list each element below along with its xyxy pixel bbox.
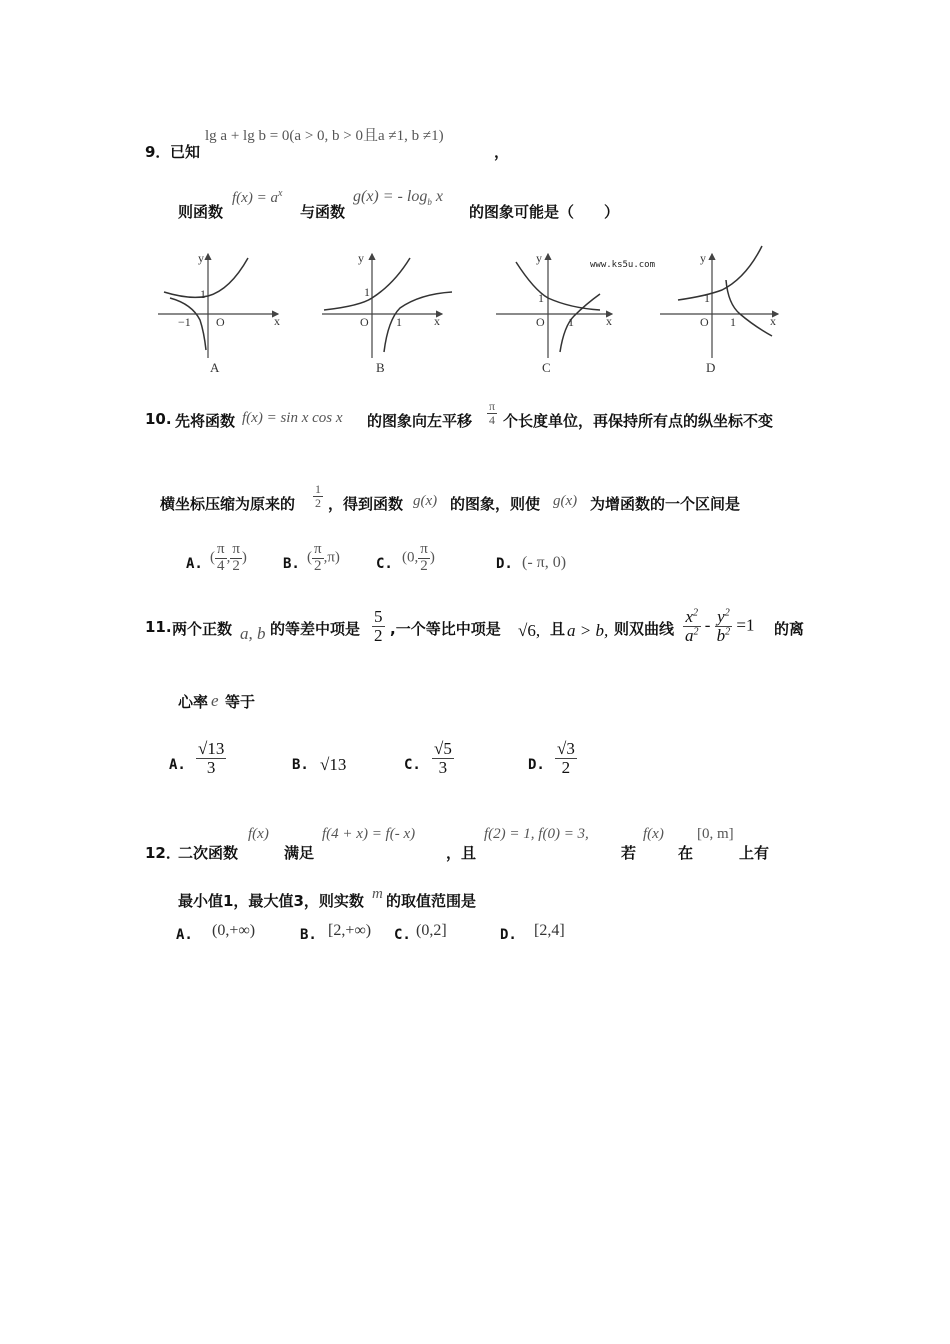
q9-graphs [150, 240, 790, 380]
q10-option-b: ( $\frac{\pi}{2}$ ,π) [307, 541, 340, 574]
q12-option-c-label: C. [394, 927, 411, 943]
q12-option-d-label: D. [500, 927, 517, 943]
graph-c-origin: O [536, 315, 545, 329]
graph-a-y: y [198, 251, 204, 265]
q9-number: 9． [145, 143, 171, 161]
q10-gx2: g(x) [553, 493, 578, 509]
q11-line2-a: 心率 [178, 693, 209, 711]
q12-fx: f(x) [248, 826, 269, 842]
graph-b-origin: O [360, 315, 369, 329]
graph-d-one: 1 [704, 291, 710, 305]
q12-text-b: 满足 [284, 844, 315, 862]
graph-b-one-x: 1 [396, 315, 402, 329]
q10-fx: f(x) = sin x cos x [242, 410, 343, 426]
graph-c-one-x: 1 [568, 315, 574, 329]
q11-option-d: $\frac{√3}{2}$ [557, 739, 575, 777]
q12-option-c: (0,2] [416, 922, 447, 939]
q12-option-a-label: A. [176, 927, 193, 943]
q12-option-a: (0,+∞) [212, 922, 256, 939]
q12-text-d: 若 [621, 844, 637, 862]
q11-number: 11. [145, 618, 172, 636]
q12-line2-b: 的取值范围是 [386, 892, 477, 910]
q11-text-e: 则双曲线 [614, 620, 675, 638]
q10-line2-a: 横坐标压缩为原来的 [160, 495, 296, 513]
q11-line2-b: 等于 [225, 693, 256, 711]
q10-line2-c: 的图象，则使 [450, 495, 541, 513]
q12-text-e: 在 [678, 844, 694, 862]
graph-c-y: y [536, 251, 542, 265]
graph-b [322, 251, 452, 375]
watermark: www.ks5u.com [590, 260, 656, 270]
graph-d-origin: O [700, 315, 709, 329]
q10-option-c: (0, $\frac{\pi}{2}$ ) [402, 541, 435, 574]
q10-number: 10. [145, 410, 172, 428]
q10-option-d-label: D. [496, 556, 513, 572]
q10-text-c: 个长度单位，再保持所有点的纵坐标不变 [503, 412, 774, 430]
q9-fx: $f(x) = a^x$ [232, 188, 283, 206]
q9-lead: 已知 [170, 143, 201, 161]
q12-number: 12． [145, 844, 181, 862]
q11-text-c: ,一个等比中项是 [390, 620, 501, 638]
q10-option-c-label: C. [376, 556, 393, 572]
q11-cond: a > b, [567, 621, 609, 640]
graph-c-caption: C [542, 360, 551, 375]
q11-text-b: 的等差中项是 [270, 620, 361, 638]
q9-text-a: 则函数 [178, 203, 224, 221]
graph-b-y: y [358, 251, 364, 265]
q12-option-b: [2,+∞) [328, 922, 372, 939]
graph-c-one: 1 [538, 291, 544, 305]
q9-text-b: 与函数 [300, 203, 346, 221]
q11-hyperbola: $\frac{x^2}{a^2}$ - $\frac{y^2}{b^2}$ =1 [685, 607, 755, 645]
graph-d-one-x: 1 [730, 315, 736, 329]
q10-line2-d: 为增函数的一个区间是 [590, 495, 741, 513]
graph-a-caption: A [210, 360, 220, 375]
graph-a-origin: O [216, 315, 225, 329]
q12-text-c: ，且 [446, 844, 477, 862]
q9-gx: g(x) = - $\log_b x$ [353, 188, 443, 208]
q9-condition: lg a + lg b = 0(a > 0, b > 0且a ≠1, b ≠1) [205, 128, 444, 144]
q10-option-a: ( $\frac{\pi}{4}$ , $\frac{\pi}{2}$ ) [210, 541, 247, 574]
q10-shift: $\frac{\pi}{4}$ [489, 399, 496, 427]
graph-d-y: y [700, 251, 706, 265]
graph-b-x: x [434, 314, 440, 328]
q10-scale: $\frac{1}{2}$ [315, 482, 321, 510]
q11-text-a: 两个正数 [172, 620, 233, 638]
q10-text-b: 的图象向左平移 [367, 412, 473, 430]
q11-option-d-label: D. [528, 757, 545, 773]
q11-option-c: $\frac{√5}{3}$ [434, 739, 452, 777]
q12-fx2: f(x) [643, 826, 664, 842]
q11-text-d: 且 [550, 620, 566, 638]
q12-eqn: f(4 + x) = f(- x) [322, 826, 416, 842]
graph-a-x: x [274, 314, 280, 328]
graph-b-caption: B [376, 360, 385, 375]
q10-line2-b: ，得到函数 [328, 495, 404, 513]
q12-text-f: 上有 [739, 844, 770, 862]
q11-e: e [211, 691, 219, 710]
q12-option-d: [2,4] [534, 922, 565, 939]
graph-d-caption: D [706, 360, 716, 375]
q12-text-a: 二次函数 [178, 844, 239, 862]
q11-text-f: 的离 [774, 620, 805, 638]
q9-text-c: 的图象可能是（ ） [469, 203, 620, 221]
q12-vals: f(2) = 1, f(0) = 3, [484, 826, 589, 842]
q11-option-a-label: A. [169, 757, 186, 773]
graph-c-x: x [606, 314, 612, 328]
q12-interval: [0, m] [697, 826, 734, 842]
q11-option-b: √13 [320, 755, 347, 774]
q11-ab: a, b [240, 624, 266, 643]
q10-option-a-label: A. [186, 556, 203, 572]
q12-option-b-label: B. [300, 927, 317, 943]
graph-b-one: 1 [364, 285, 370, 299]
q11-mean: $\frac{5}{2}$ [374, 607, 383, 645]
q12-line2-a: 最小值1，最大值3，则实数 [178, 892, 364, 910]
graph-a-one: 1 [200, 287, 206, 301]
q11-option-c-label: C. [404, 757, 421, 773]
q11-geo: √6, [518, 621, 541, 640]
q11-option-b-label: B. [292, 757, 309, 773]
graph-d-x: x [770, 314, 776, 328]
q9-comma: ， [494, 143, 510, 161]
q10-text-a: 先将函数 [175, 412, 236, 430]
q10-option-b-label: B. [283, 556, 300, 572]
graph-a-minus-one: −1 [178, 315, 191, 329]
q10-option-d: (- π, 0) [522, 554, 567, 571]
q11-option-a: $\frac{√13}{3}$ [198, 739, 225, 777]
graph-d [660, 246, 778, 375]
q12-m: m [372, 886, 383, 902]
graph-c [496, 251, 655, 375]
q10-gx: g(x) [413, 493, 438, 509]
graph-a [158, 251, 280, 375]
